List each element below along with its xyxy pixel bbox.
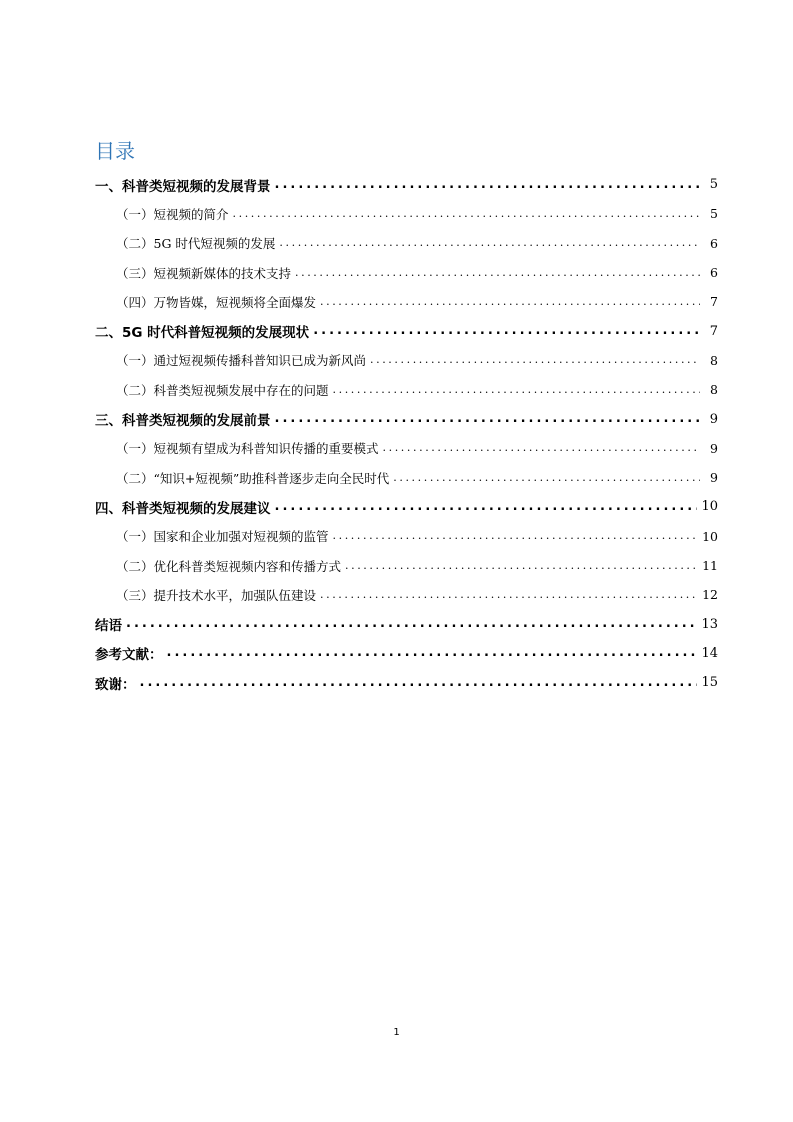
toc-entry[interactable] bbox=[95, 551, 718, 580]
toc-entry-label: （三）短视频新媒体的技术支持 bbox=[116, 265, 292, 281]
toc-leader-dots bbox=[333, 382, 700, 398]
toc-entry[interactable] bbox=[95, 522, 718, 551]
toc-title: 目录 bbox=[95, 139, 135, 163]
toc-entry[interactable] bbox=[95, 404, 718, 433]
toc-entry-page: 9 bbox=[710, 440, 718, 456]
toc-entry-label: 三、科普类短视频的发展前景 bbox=[95, 409, 271, 429]
toc-entry[interactable] bbox=[95, 287, 718, 316]
toc-entry-page: 13 bbox=[701, 616, 718, 632]
toc-entry-label: （一）短视频有望成为科普知识传播的重要模式 bbox=[116, 441, 379, 457]
toc-entry[interactable] bbox=[95, 463, 718, 492]
toc-entry-page: 12 bbox=[702, 587, 718, 603]
toc-entry-page: 8 bbox=[710, 382, 718, 398]
page-number: 1 bbox=[393, 1027, 400, 1038]
toc-entry[interactable] bbox=[95, 316, 718, 345]
toc-entry[interactable] bbox=[95, 170, 718, 199]
table-of-contents bbox=[95, 170, 718, 697]
toc-leader-dots bbox=[126, 616, 697, 632]
toc-leader-dots bbox=[370, 352, 700, 368]
toc-leader-dots bbox=[320, 294, 700, 310]
toc-entry-label: （四）万物皆媒，短视频将全面爆发 bbox=[116, 294, 317, 310]
toc-entry-page: 5 bbox=[710, 206, 718, 222]
toc-entry[interactable] bbox=[95, 229, 718, 258]
toc-entry-page: 5 bbox=[709, 177, 718, 193]
toc-entry-label: 致谢： bbox=[95, 673, 136, 693]
toc-leader-dots bbox=[383, 440, 700, 456]
toc-leader-dots bbox=[140, 675, 698, 691]
toc-entry-page: 14 bbox=[701, 645, 718, 661]
toc-entry-label: （二）“知识+短视频”助推科普逐步走向全民时代 bbox=[116, 470, 390, 486]
toc-entry-page: 6 bbox=[710, 265, 718, 281]
toc-leader-dots bbox=[275, 499, 698, 515]
toc-entry-label: （二）科普类短视频发展中存在的问题 bbox=[116, 382, 329, 398]
toc-leader-dots bbox=[313, 323, 700, 339]
toc-entry-label: 二、5G 时代科普短视频的发展现状 bbox=[95, 321, 309, 341]
toc-leader-dots bbox=[275, 411, 701, 427]
toc-leader-dots bbox=[333, 528, 699, 544]
toc-entry[interactable] bbox=[95, 375, 718, 404]
toc-entry-page: 11 bbox=[702, 558, 718, 573]
toc-entry[interactable] bbox=[95, 199, 718, 228]
toc-leader-dots bbox=[279, 235, 700, 251]
toc-entry[interactable] bbox=[95, 258, 718, 287]
toc-entry-page: 10 bbox=[701, 499, 718, 515]
toc-entry[interactable] bbox=[95, 346, 718, 375]
toc-entry-page: 7 bbox=[710, 294, 718, 310]
toc-entry-page: 9 bbox=[710, 470, 718, 486]
toc-leader-dots bbox=[233, 206, 700, 222]
toc-entry[interactable] bbox=[95, 639, 718, 668]
toc-entry-page: 6 bbox=[710, 235, 718, 251]
toc-entry-page: 9 bbox=[709, 411, 718, 427]
toc-entry[interactable] bbox=[95, 668, 718, 697]
toc-entry-label: 结语 bbox=[95, 614, 122, 634]
toc-entry-page: 10 bbox=[702, 528, 718, 544]
toc-entry[interactable] bbox=[95, 609, 718, 638]
toc-entry-label: （二）5G 时代短视频的发展 bbox=[116, 236, 276, 252]
toc-leader-dots bbox=[295, 265, 700, 281]
toc-entry-label: （一）通过短视频传播科普知识已成为新风尚 bbox=[116, 353, 367, 369]
toc-leader-dots bbox=[275, 177, 701, 193]
toc-entry-label: （一）国家和企业加强对短视频的监管 bbox=[116, 529, 329, 545]
toc-entry-label: 四、科普类短视频的发展建议 bbox=[95, 497, 271, 517]
toc-leader-dots bbox=[345, 558, 698, 574]
toc-entry-label: 一、科普类短视频的发展背景 bbox=[95, 175, 271, 195]
toc-entry[interactable] bbox=[95, 434, 718, 463]
toc-entry-page: 8 bbox=[710, 352, 718, 368]
toc-entry[interactable] bbox=[95, 580, 718, 609]
toc-entry-page: 15 bbox=[701, 675, 718, 691]
toc-entry-label: （三）提升技术水平，加强队伍建设 bbox=[116, 587, 317, 603]
toc-entry-label: 参考文献： bbox=[95, 643, 163, 663]
toc-leader-dots bbox=[320, 587, 698, 603]
toc-entry-page: 7 bbox=[709, 323, 718, 339]
toc-entry[interactable] bbox=[95, 492, 718, 521]
toc-leader-dots bbox=[393, 470, 700, 486]
toc-entry-label: （一）短视频的简介 bbox=[116, 206, 229, 222]
toc-entry-label: （二）优化科普类短视频内容和传播方式 bbox=[116, 558, 342, 574]
toc-leader-dots bbox=[167, 645, 698, 661]
